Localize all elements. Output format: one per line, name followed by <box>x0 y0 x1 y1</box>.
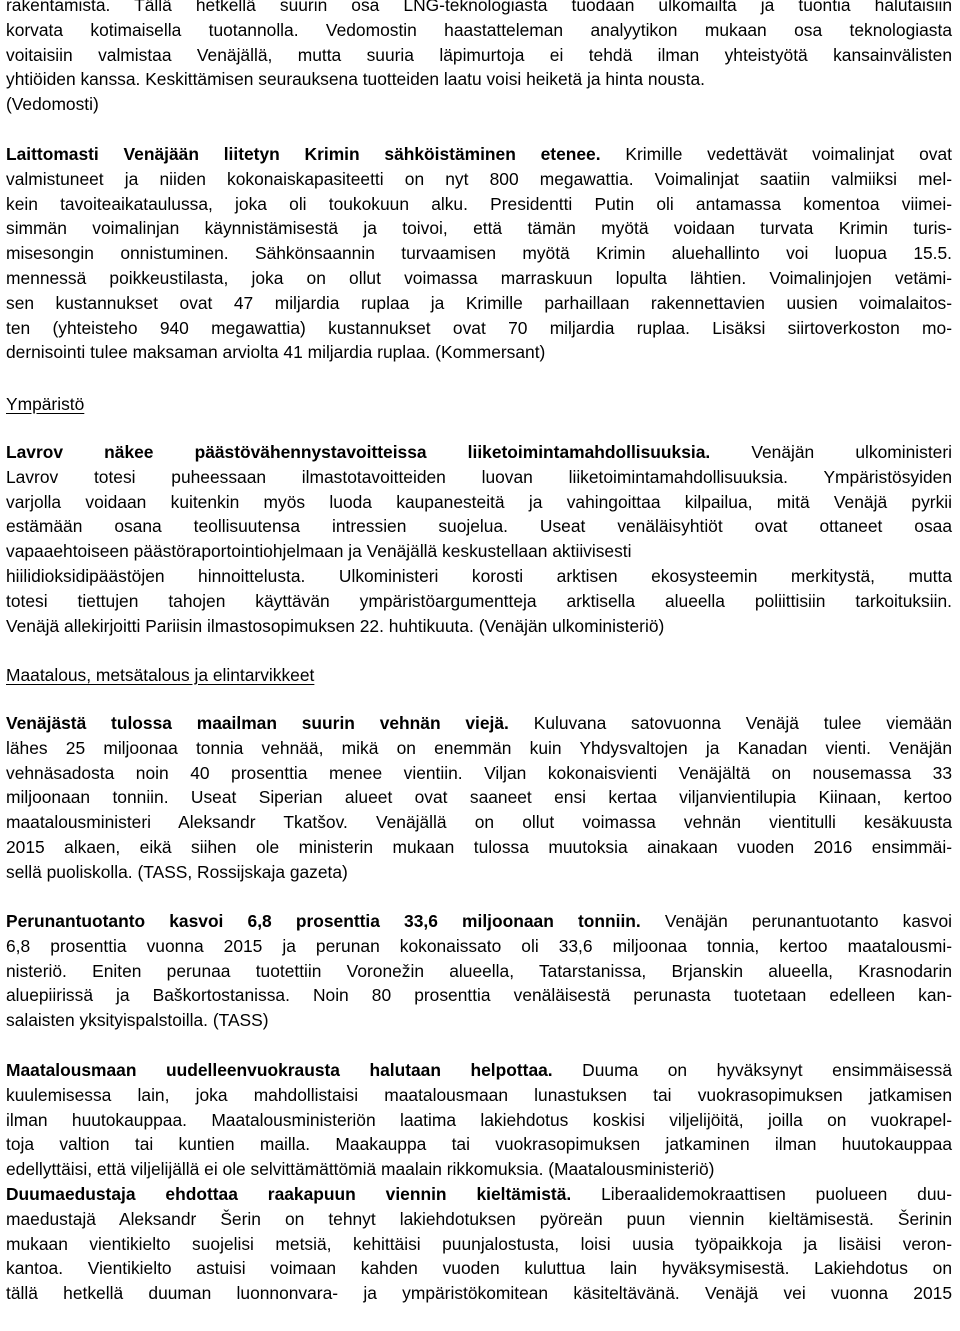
article-lavrov <box>6 440 952 638</box>
article-land-line-5: edellyttäisi, että viljelijällä ei ole selvittämättömiä maalain rikkomuksia. (Maatalousministeriö) <box>6 1159 715 1180</box>
article-timber-line-1 <box>6 1182 952 1207</box>
intro-line-5: (Vedomosti) <box>6 94 99 115</box>
article-crimea-line-6: mennessä poikkeustilasta, joka on ollut voimassa marraskuun lopulta lähtien. Voimalinjojen vetämi- <box>6 267 952 288</box>
article-lavrov-line-7: totesi tiettujen tahojen käyttävän ympäristöargumentteja arktisella alueella poliittisiin tarkoituksiin. <box>6 590 952 611</box>
article-land <box>6 1058 952 1182</box>
article-crimea-line-1 <box>6 142 952 167</box>
article-timber-line-3: mukaan vientikielto suojelisi metsiä, kehittäisi puunjalostusta, loisi uusia työpaikkoja ja lisäisi veron- <box>6 1233 952 1254</box>
article-potato-line-4: aluepiirissä ja Baškortostanissa. Noin 80 prosenttia venäläisestä perunasta tuotetaan edelleen kan- <box>6 985 952 1006</box>
article-crimea-line-1-rest: Krimille vedettävät voimalinjat ovat <box>625 144 952 164</box>
article-crimea <box>6 142 952 365</box>
article-crimea-line-2: valmistuneet ja niiden kokonaiskapasiteetti on nyt 800 megawattia. Voimalinjat saatiin valmiiksi mel- <box>6 168 952 189</box>
article-lavrov-line-6: hiilidioksidipäästöjen hinnoittelusta. Ulkoministeri korosti arktisen ekosysteemin merkitystä, mutta <box>6 565 952 586</box>
article-potato-line-5: salaisten yksityispalstoilla. (TASS) <box>6 1010 269 1031</box>
article-timber-line-4: kantoa. Vientikielto astuisi voimaan kahden vuoden kuluttua lain hyväksymisestä. Lakiehdotus on <box>6 1258 952 1279</box>
article-crimea-line-9: dernisointi tulee maksaman arviolta 41 miljardia ruplaa. (Kommersant) <box>6 342 546 363</box>
article-potato-line-2: 6,8 prosenttia vuonna 2015 ja perunan kokonaissato oli 33,6 miljoonaa tonnia, kertoo maatalousmi- <box>6 935 952 956</box>
article-crimea-line-3: kein tavoiteaikataulussa, joka oli toukokuun alku. Presidentti Putin oli antamassa komentoa viimei- <box>6 193 952 214</box>
article-wheat-line-7: sellä puoliskolla. (TASS, Rossijskaja gazeta) <box>6 861 348 882</box>
article-lavrov-line-8: Venäjä allekirjoitti Pariisin ilmastosopimuksen 22. huhtikuuta. (Venäjän ulkoministeriö) <box>6 615 665 636</box>
intro-paragraph <box>6 0 952 117</box>
intro-line-4: yhtiöiden kanssa. Keskittämisen seurauksena tuotteiden laatu voisi heiketä ja hinta nousta. <box>6 69 705 90</box>
article-potato-line-1-rest: Venäjän perunantuotanto kasvoi <box>664 911 952 931</box>
article-potato-line-3: nisteriö. Eniten perunaa tuotettiin Voronežin alueella, Tatarstanissa, Brjanskin alueella, Krasnodarin <box>6 960 952 981</box>
article-wheat-title: Venäjästä tulossa maailman suurin vehnän viejä. <box>6 713 509 733</box>
section-heading-agriculture: Maatalous, metsätalous ja elintarvikkeet <box>6 665 315 685</box>
article-land-line-1-rest: Duuma on hyväksynyt ensimmäisessä <box>582 1060 953 1080</box>
article-timber-line-5: tällä hetkellä duuman luonnonvara- ja ympäristökomitean käsiteltävänä. Venäjä vei vuonna 2015 <box>6 1283 952 1304</box>
article-wheat-line-6: 2015 alkaen, eikä siihen ole ministerin mukaan tulossa muutoksia ainakaan vuoden 2016 ensimmäi- <box>6 836 952 857</box>
article-lavrov-line-5: vapaaehtoiseen päästöraportointiohjelmaan ja Venäjällä keskustellaan aktiivisesti <box>6 541 632 562</box>
article-crimea-line-5: misesongin onnistuminen. Sähkönsaannin turvaamisen myötä Krimin aluehallinto voi luopua 15.5. <box>6 243 952 264</box>
section-environment <box>6 392 952 417</box>
article-potato <box>6 909 952 1033</box>
article-wheat-line-1 <box>6 711 952 736</box>
article-lavrov-line-3: varjolla voidaan kuitenkin myös luoda kaupanesteitä ja vahingoittaa kilpailua, mitä Venäjä pyrkii <box>6 491 952 512</box>
article-timber-line-1-rest: Liberaalidemokraattisen puolueen duu- <box>601 1184 952 1204</box>
intro-line-1: rakentamista. Tällä hetkellä suurin osa LNG-teknologiasta tuodaan ulkomailta ja tuontia halutaisiin <box>6 0 952 15</box>
article-crimea-line-4: simmän voimalinjan käynnistämisestä ja toivoi, että tämän myötä voidaan turvata Krimin turis- <box>6 218 952 239</box>
article-wheat-line-4: miljoonaan tonniin. Useat Siperian alueet ovat saaneet ensi kertaa viljanvientilupia Kiinaan, kertoo <box>6 787 952 808</box>
article-land-line-1 <box>6 1058 952 1083</box>
article-lavrov-title: Lavrov näkee päästövähennystavoitteissa liiketoimintamahdollisuuksia. <box>6 442 711 462</box>
article-lavrov-line-2: Lavrov totesi puheessaan ilmastotavoitteiden luovan liiketoimintamahdollisuuksia. Ympäristösyiden <box>6 466 952 487</box>
article-potato-title: Perunantuotanto kasvoi 6,8 prosenttia 33,6 miljoonaan tonniin. <box>6 911 641 931</box>
article-wheat-line-3: vehnäsadosta noin 40 prosenttia menee vientiin. Viljan kokonaisvienti Venäjältä on nousemassa 33 <box>6 762 952 783</box>
intro-line-2: korvata kotimaisella tuotannolla. Vedomostin haastatteleman analyytikon mukaan osa teknologiasta <box>6 19 952 40</box>
article-wheat <box>6 711 952 885</box>
article-wheat-line-5: maatalousministeri Aleksandr Tkatšov. Venäjällä on ollut voimassa vehnän vientitulli kesäkuusta <box>6 812 952 833</box>
section-agriculture <box>6 663 952 688</box>
article-crimea-line-7: sen kustannukset ovat 47 miljardia ruplaa ja Krimille parhaillaan rakennettavien uusien voimalaitos- <box>6 292 952 313</box>
article-lavrov-line-4: estämään osana teollisuutensa intressien suojelua. Useat venäläisyhtiöt ovat ottaneet osaa <box>6 516 952 537</box>
article-timber <box>6 1182 952 1306</box>
article-wheat-line-2: lähes 25 miljoonaa tonnia vehnää, mikä on enemmän kuin Yhdysvaltojen ja Kanadan vienti. Venäjän <box>6 737 952 758</box>
article-land-line-3: ilman huutokauppaa. Maatalousministeriön laatima lakiehdotus koskisi viljelijöitä, joilla on vuokrapel- <box>6 1109 952 1130</box>
article-potato-line-1 <box>6 909 952 934</box>
article-crimea-line-8: ten (yhteisteho 940 megawattia) kustannukset ovat 70 miljardia ruplaa. Lisäksi siirtoverkoston mo- <box>6 317 952 338</box>
article-land-title: Maatalousmaan uudelleenvuokrausta halutaan helpottaa. <box>6 1060 553 1080</box>
article-wheat-line-1-rest: Kuluvana satovuonna Venäjä tulee viemään <box>533 713 952 733</box>
article-timber-line-2: maedustajä Aleksandr Šerin on tehnyt lakiehdotuksen pyöreän puun viennin kieltämisestä. Šerinin <box>6 1208 952 1229</box>
article-timber-title: Duumaedustaja ehdottaa raakapuun viennin kieltämistä. <box>6 1184 572 1204</box>
article-lavrov-line-1 <box>6 440 952 465</box>
article-lavrov-line-1-rest: Venäjän ulkoministeri <box>751 442 952 462</box>
section-heading-environment: Ympäristö <box>6 394 85 414</box>
article-land-line-4: toja valtion tai kuntien mailla. Maakauppa tai vuokrasopimuksen jatkaminen ilman huutokauppaa <box>6 1134 952 1155</box>
intro-line-3: voitaisiin valmistaa Venäjällä, mutta suuria läpimurtoja ei tehdä ilman yhteistyötä kansainvälisten <box>6 44 952 65</box>
article-crimea-title: Laittomasti Venäjään liitetyn Krimin sähköistäminen etenee. <box>6 144 601 164</box>
article-land-line-2: kuulemisessa lain, joka mahdollistaisi maatalousmaan lunastuksen tai vuokrasopimuksen jatkamisen <box>6 1084 952 1105</box>
